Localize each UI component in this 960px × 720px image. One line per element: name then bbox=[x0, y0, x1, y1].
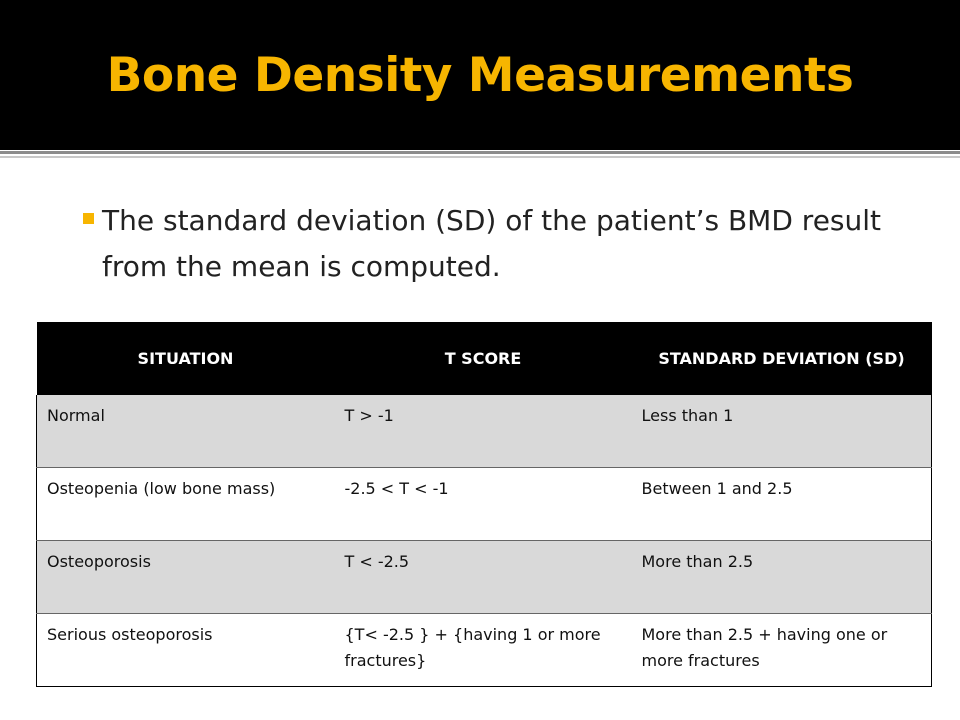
table-row bbox=[37, 541, 932, 614]
bullet-text: The standard deviation (SD) of the patient’s BMD result from the mean is computed. bbox=[102, 204, 882, 283]
header-standard-deviation: STANDARD DEVIATION (SD) bbox=[632, 322, 932, 395]
cell-sd: More than 2.5 + having one or more fractures bbox=[632, 614, 932, 687]
cell-sd: Less than 1 bbox=[632, 395, 932, 468]
cell-t-score: T < -2.5 bbox=[335, 541, 632, 614]
table-row bbox=[37, 395, 932, 468]
title-divider-thin bbox=[0, 156, 960, 158]
bullet-square-icon bbox=[83, 213, 94, 224]
cell-situation: Osteopenia (low bone mass) bbox=[37, 468, 335, 541]
cell-t-score: {T< -2.5 } + {having 1 or more fractures} bbox=[335, 614, 632, 687]
cell-t-score: T > -1 bbox=[335, 395, 632, 468]
bmd-table bbox=[36, 322, 932, 687]
cell-sd: More than 2.5 bbox=[632, 541, 932, 614]
cell-t-score: -2.5 < T < -1 bbox=[335, 468, 632, 541]
title-divider bbox=[0, 151, 960, 154]
cell-situation: Osteoporosis bbox=[37, 541, 335, 614]
table-row bbox=[37, 468, 932, 541]
table-header-row bbox=[37, 322, 932, 395]
cell-sd: Between 1 and 2.5 bbox=[632, 468, 932, 541]
header-situation: SITUATION bbox=[37, 322, 335, 395]
header-t-score: T SCORE bbox=[335, 322, 632, 395]
table-row bbox=[37, 614, 932, 687]
slide-title: Bone Density Measurements bbox=[106, 48, 854, 103]
cell-situation: Normal bbox=[37, 395, 335, 468]
cell-situation: Serious osteoporosis bbox=[37, 614, 335, 687]
